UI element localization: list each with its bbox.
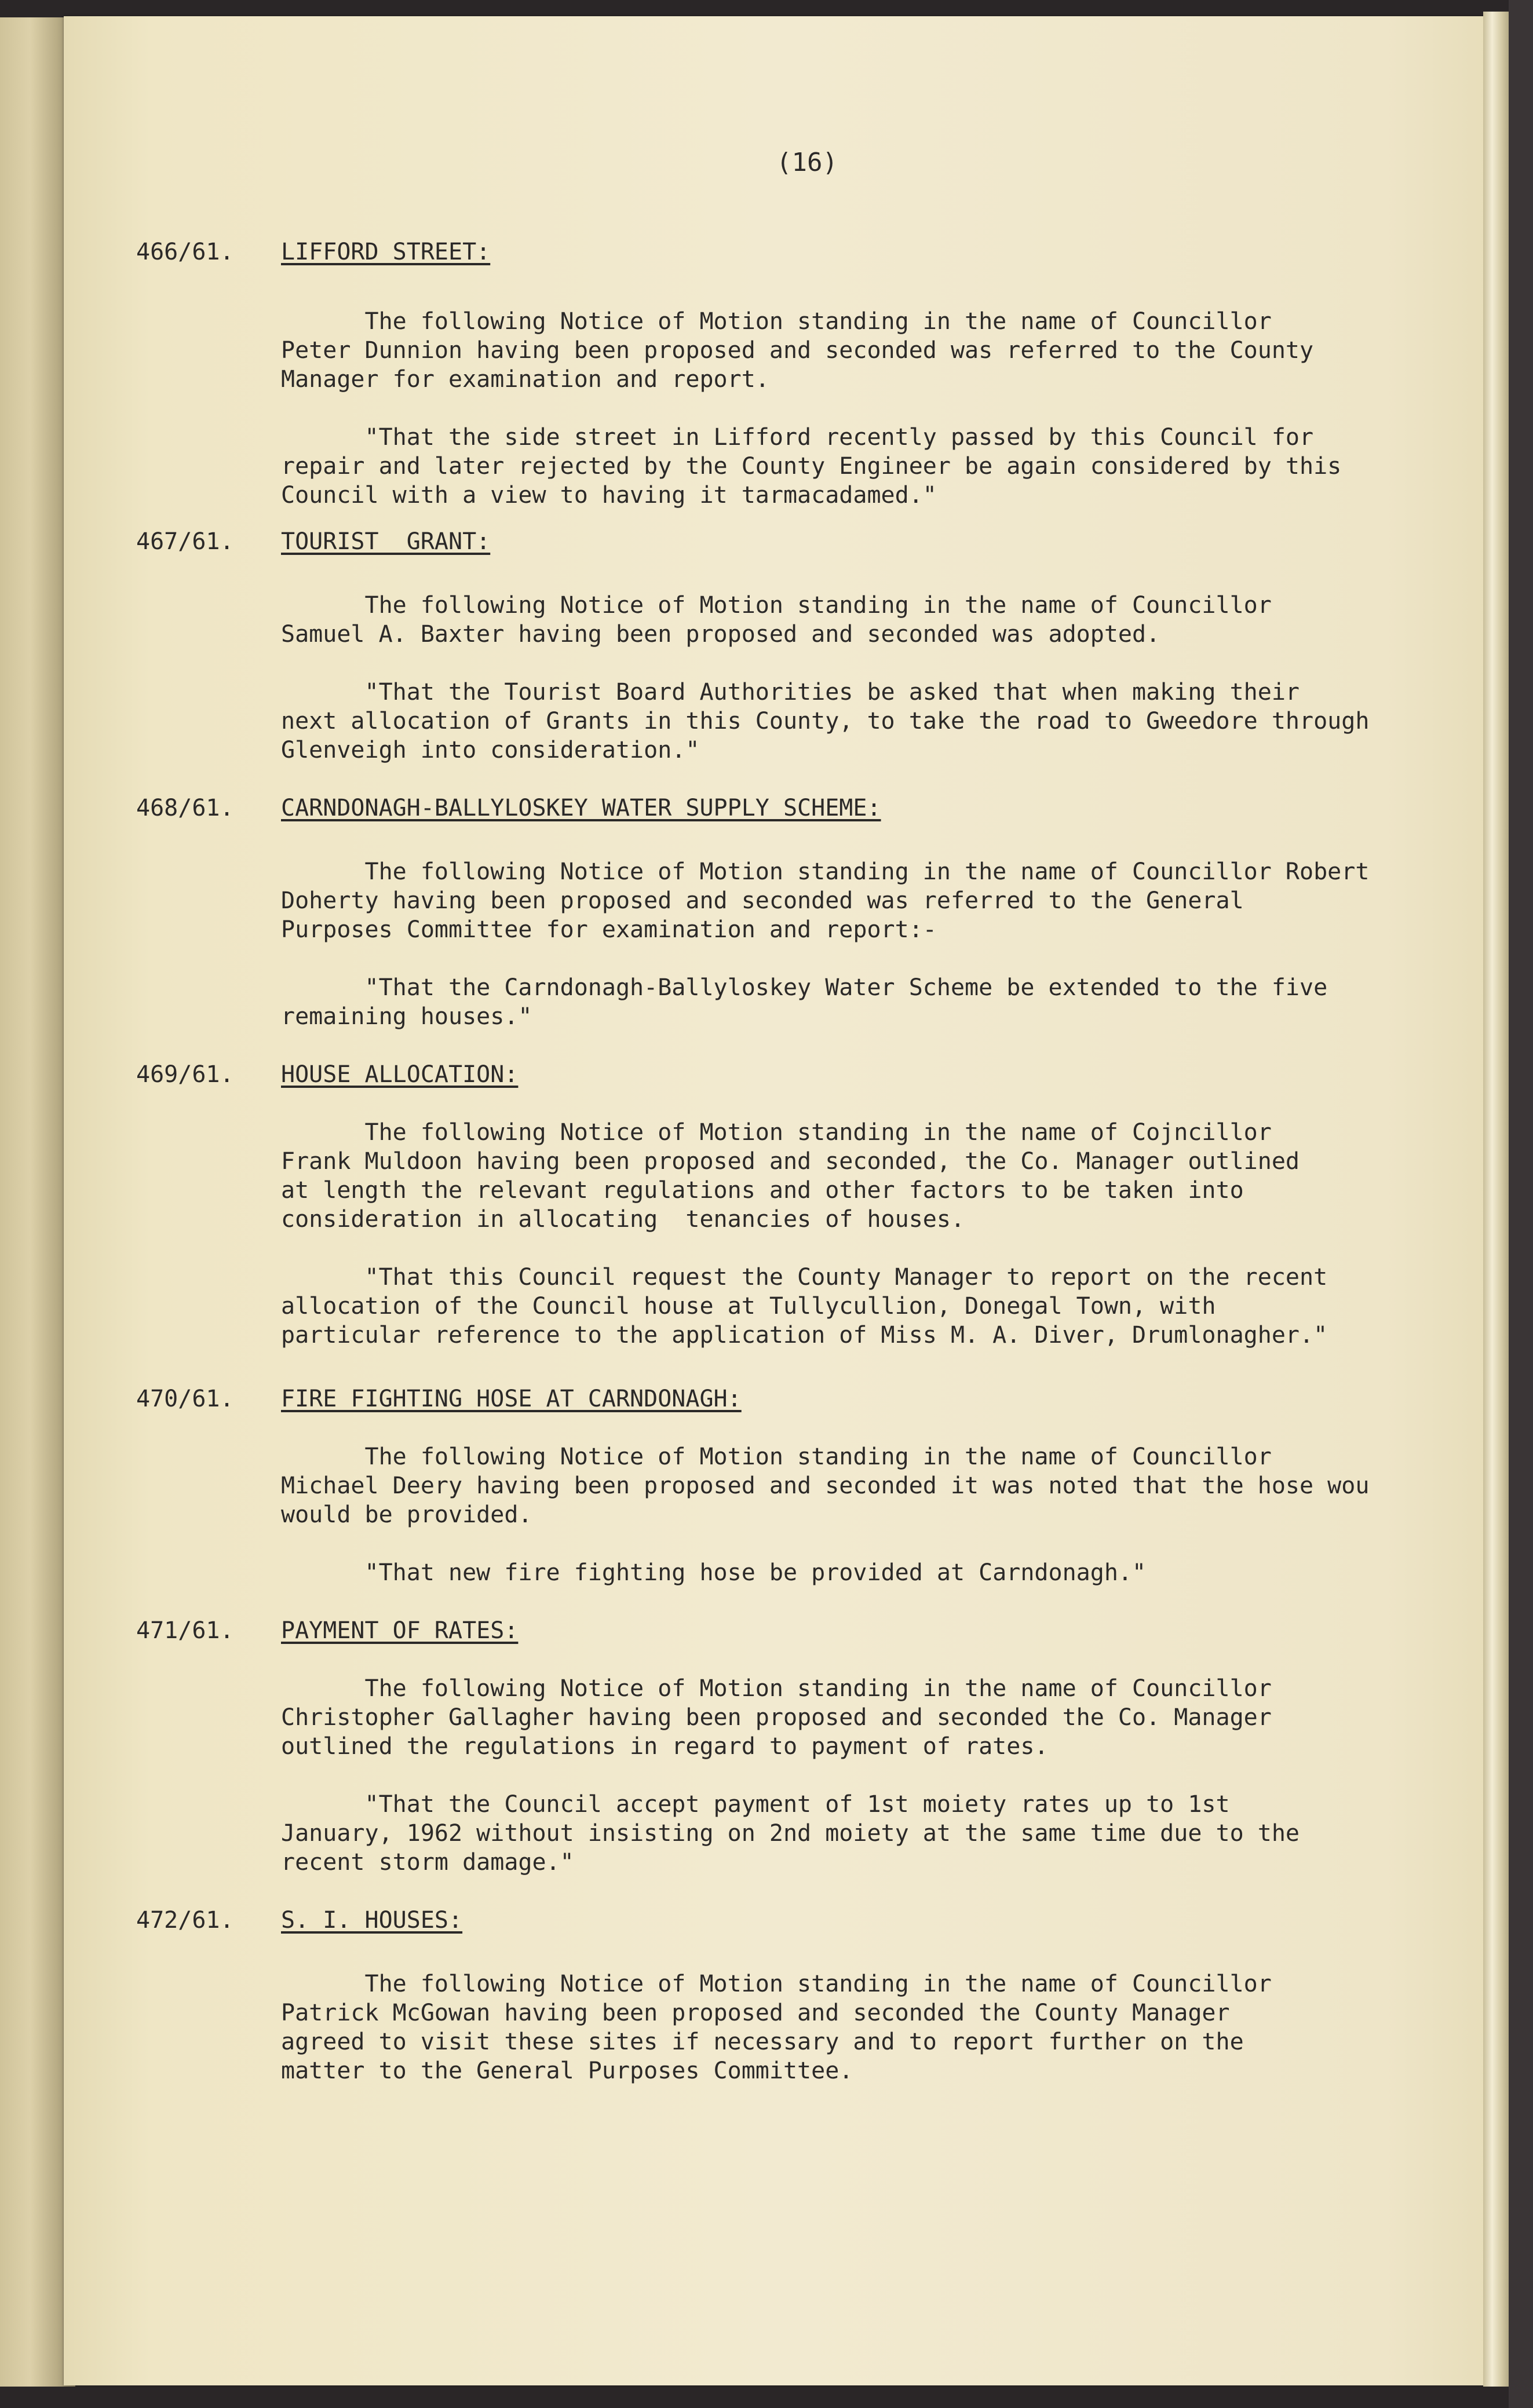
text-line: Samuel A. Baxter having been proposed and seconded was adopted.: [281, 621, 1160, 648]
minute-paragraph: [281, 1118, 1300, 1234]
motion-quote: [281, 423, 1341, 510]
text-line: Council with a view to having it tarmacadamed.": [281, 482, 937, 509]
scanner-border: [1509, 0, 1533, 2408]
text-line: agreed to visit these sites if necessary and to report further on the: [281, 2029, 1244, 2055]
minute-number: 468/61.: [136, 795, 234, 821]
text-line: The following Notice of Motion standing in the name of Councillor: [281, 308, 1272, 335]
text-line: next allocation of Grants in this County, to take the road to Gweedore through: [281, 708, 1370, 735]
text-line: outlined the regulations in regard to payment of rates.: [281, 1733, 1049, 1760]
text-line: The following Notice of Motion standing in the name of Councillor Robert: [281, 858, 1370, 885]
text-line: The following Notice of Motion standing in the name of Councillor: [281, 1444, 1272, 1470]
text-line: remaining houses.": [281, 1003, 532, 1030]
minute-number: 471/61.: [136, 1617, 234, 1644]
text-line: "That new fire fighting hose be provided at Carndonagh.": [281, 1559, 1147, 1586]
text-line: Patrick McGowan having been proposed and seconded the County Manager: [281, 2000, 1230, 2026]
motion-quote: [281, 973, 1327, 1031]
text-line: Michael Deery having been proposed and seconded it was noted that the hose wou: [281, 1472, 1370, 1499]
text-line: consideration in allocating tenancies of houses.: [281, 1206, 965, 1233]
motion-quote: [281, 1263, 1327, 1350]
minute-title: FIRE FIGHTING HOSE AT CARNDONAGH:: [281, 1386, 742, 1412]
minute-title: PAYMENT OF RATES:: [281, 1617, 519, 1644]
text-line: Purposes Committee for examination and report:-: [281, 916, 937, 943]
text-line: "That the side street in Lifford recently passed by this Council for: [281, 424, 1314, 451]
minute-number: 466/61.: [136, 239, 234, 265]
text-line: The following Notice of Motion standing in the name of Councillor: [281, 1971, 1272, 1997]
minute-paragraph: [281, 1674, 1272, 1761]
text-line: Peter Dunnion having been proposed and seconded was referred to the County: [281, 337, 1314, 364]
text-line: Doherty having been proposed and seconded was referred to the General: [281, 887, 1244, 914]
minute-number: 470/61.: [136, 1386, 234, 1412]
text-line: "That the Tourist Board Authorities be asked that when making their: [281, 679, 1300, 706]
page-edge-stack: [1483, 12, 1509, 2387]
text-line: Glenveigh into consideration.": [281, 737, 700, 763]
minute-paragraph: [281, 1969, 1272, 2085]
minute-number: 472/61.: [136, 1907, 234, 1934]
minute-paragraph: [281, 857, 1369, 944]
minute-paragraph: [281, 307, 1313, 394]
minute-title: TOURIST GRANT:: [281, 528, 491, 555]
minute-number: 467/61.: [136, 528, 234, 555]
text-line: would be provided.: [281, 1501, 532, 1528]
motion-quote: [281, 678, 1369, 765]
text-line: January, 1962 without insisting on 2nd moiety at the same time due to the: [281, 1820, 1300, 1847]
text-line: recent storm damage.": [281, 1849, 574, 1876]
text-line: particular reference to the application of Miss M. A. Diver, Drumlonagher.": [281, 1322, 1328, 1349]
minute-title: CARNDONAGH-BALLYLOSKEY WATER SUPPLY SCHEME:: [281, 795, 881, 821]
text-line: allocation of the Council house at Tullycullion, Donegal Town, with: [281, 1293, 1216, 1320]
text-line: The following Notice of Motion standing in the name of Councillor: [281, 1675, 1272, 1702]
minute-number: 469/61.: [136, 1061, 234, 1088]
minute-title: LIFFORD STREET:: [281, 239, 491, 265]
text-line: Manager for examination and report.: [281, 366, 769, 393]
text-line: The following Notice of Motion standing in the name of Councillor: [281, 592, 1272, 619]
text-line: "That the Carndonagh-Ballyloskey Water Scheme be extended to the five: [281, 974, 1328, 1001]
text-line: matter to the General Purposes Committee.: [281, 2058, 853, 2084]
paper-sheet: [64, 16, 1501, 2385]
page-number: (16): [776, 148, 838, 177]
text-line: Christopher Gallagher having been proposed and seconded the Co. Manager: [281, 1704, 1272, 1731]
minute-paragraph: [281, 591, 1272, 649]
text-line: "That this Council request the County Manager to report on the recent: [281, 1264, 1328, 1291]
text-line: Frank Muldoon having been proposed and seconded, the Co. Manager outlined: [281, 1148, 1300, 1175]
text-line: The following Notice of Motion standing in the name of Cojncillor: [281, 1119, 1272, 1146]
motion-quote: [281, 1790, 1300, 1877]
minute-paragraph: [281, 1442, 1369, 1529]
motion-quote: [281, 1558, 1146, 1587]
minute-title: HOUSE ALLOCATION:: [281, 1061, 519, 1088]
text-line: "That the Council accept payment of 1st moiety rates up to 1st: [281, 1791, 1230, 1818]
minute-title: S. I. HOUSES:: [281, 1907, 463, 1934]
text-line: at length the relevant regulations and other factors to be taken into: [281, 1177, 1244, 1204]
text-line: repair and later rejected by the County Engineer be again considered by this: [281, 453, 1342, 480]
